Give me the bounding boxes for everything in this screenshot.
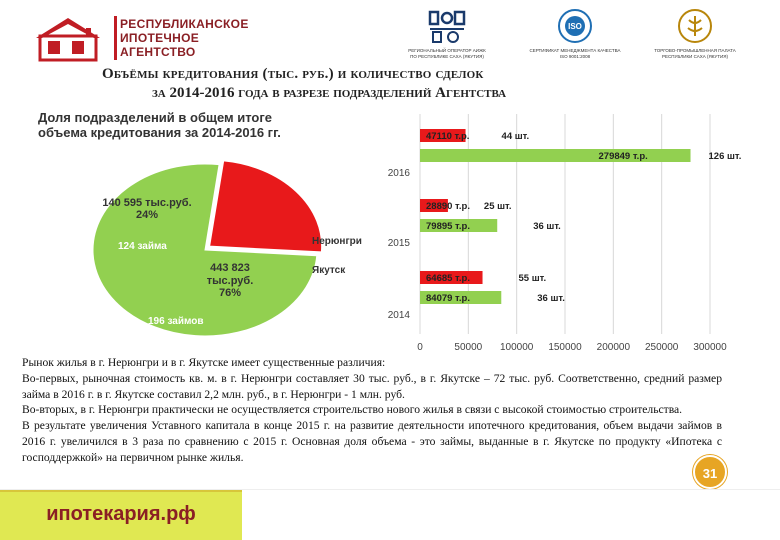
partner-3-text-1: ТОРГОВО-ПРОМЫШЛЕННАЯ ПАЛАТА <box>654 48 736 53</box>
x-tick-label: 250000 <box>644 342 679 353</box>
paragraph-3: Во-вторых, в г. Нерюнгри практически не осуществляется строительство нового жилья в связи с высокой стоимостью строительства. <box>22 403 683 417</box>
logo-line-3: АГЕНТСТВО <box>120 45 196 59</box>
page-number: 31 <box>702 466 718 481</box>
bar-value-label: 279849 т.р. <box>598 151 648 162</box>
house-logo-icon <box>28 14 108 64</box>
footer-site-link[interactable]: ипотекария.рф <box>46 503 196 525</box>
x-tick-label: 200000 <box>596 342 631 353</box>
legend-swatch-yakutsk <box>300 266 308 274</box>
legend-item-neryungri <box>300 236 362 247</box>
paragraph-4: В результате увеличения Уставного капитала в конце 2015 г. на развитие деятельности ипотечного кредитования, объем выдачи займов в 2016 г. увеличился в 3 раза по сравнению с 2015 г. Основная доля объема - это займы, выданные в г. Якутске по продукту «Ипотека с господдержкой» на первичном рынке жилья. <box>22 419 722 464</box>
pie-label-neryungri <box>92 197 202 221</box>
bar-yakutsk-2016 <box>420 149 691 162</box>
partner-dom-rf <box>402 8 492 59</box>
bar-count-label: 126 шт. <box>708 151 742 162</box>
pie-title-text: Доля подразделений в общем итоге объема кредитования за 2014-2016 гг. <box>38 110 281 140</box>
legend-swatch-neryungri <box>300 237 308 245</box>
bar-value-label: 64685 т.р. <box>426 273 470 284</box>
title-line-1: Объёмы кредитования (тыс. руб.) и количество сделок <box>102 66 484 82</box>
partner-1-text-1: РЕГИОНАЛЬНЫЙ ОПЕРАТОР АИЖК <box>408 48 486 53</box>
bar-count-label: 36 шт. <box>537 293 565 304</box>
svg-text:ISO: ISO <box>568 22 582 31</box>
agency-logo <box>28 14 268 64</box>
pie-label-neryungri-value: 140 595 тыс.руб. <box>102 197 192 209</box>
page-title <box>102 66 662 102</box>
chart-legend <box>300 236 362 276</box>
pie-chart-title <box>38 110 318 140</box>
footer-site-box[interactable] <box>0 490 242 540</box>
bar-value-label: 47110 т.р. <box>426 131 470 142</box>
page-number-badge <box>693 455 727 489</box>
legend-label-neryungri: Нерюнгри <box>312 236 362 247</box>
partner-iso <box>520 8 630 59</box>
logo-line-2: ИПОТЕЧНОЕ <box>120 31 200 45</box>
bar-count-label: 36 шт. <box>533 221 561 232</box>
legend-label-yakutsk: Якутск <box>312 265 346 276</box>
iso-certificate-logo-icon <box>557 8 593 44</box>
dom-rf-logo-icon <box>427 8 467 44</box>
x-tick-label: 50000 <box>454 342 483 353</box>
legend-item-yakutsk <box>300 265 362 276</box>
logo-line-1: РЕСПУБЛИКАНСКОЕ <box>120 17 249 31</box>
bar-count-label: 44 шт. <box>501 131 530 142</box>
title-line-2: за 2014-2016 года в разрезе подразделений Агентства <box>152 85 507 101</box>
partner-chamber <box>640 8 750 59</box>
bar-chart <box>380 112 780 354</box>
partner-3-text-2: РЕСПУБЛИКИ САХА (ЯКУТИЯ) <box>661 53 728 59</box>
bar-count-label: 25 шт. <box>483 201 512 212</box>
partner-2-text-1: СЕРТИФИКАТ МЕНЕДЖМЕНТА КАЧЕСТВА <box>529 48 621 53</box>
logo-divider <box>114 16 117 60</box>
bar-value-label: 79895 т.р. <box>426 221 470 232</box>
pie-deals-neryungri-text: 124 займа <box>118 241 167 252</box>
pie-label-neryungri-percent: 24% <box>135 209 159 221</box>
pie-label-yakutsk-percent: 76% <box>218 287 242 299</box>
pie-deals-yakutsk <box>148 316 204 327</box>
y-category-label: 2015 <box>387 238 410 249</box>
bar-count-label: 55 шт. <box>518 273 547 284</box>
pie-label-yakutsk <box>190 262 270 300</box>
chamber-of-commerce-logo-icon <box>677 8 713 44</box>
x-tick-label: 0 <box>417 342 423 353</box>
bar-value-label: 84079 т.р. <box>426 293 470 304</box>
body-text <box>22 355 722 466</box>
y-category-label: 2014 <box>387 310 410 321</box>
x-tick-label: 150000 <box>548 342 582 353</box>
paragraph-1: Рынок жилья в г. Нерюнгри и в г. Якутске имеет существенные различия: <box>22 356 386 369</box>
x-tick-label: 100000 <box>499 342 534 353</box>
partner-1-text-2: ПО РЕСПУБЛИКЕ САХА (ЯКУТИЯ) <box>410 53 484 59</box>
x-tick-label: 300000 <box>693 342 727 353</box>
pie-label-yakutsk-value: 443 823 тыс.руб. <box>206 262 254 287</box>
bar-value-label: 28890 т.р. <box>426 201 470 212</box>
pie-deals-neryungri <box>118 241 167 252</box>
y-category-label: 2016 <box>387 168 410 179</box>
paragraph-2: Во-первых, рыночная стоимость кв. м. в г. Нерюнгри составляет 30 тыс. руб., в г. Якутске – 72 тыс. руб. Соответственно, средний размер займа в 2016 г. в г. Якутске составил 2,2 млн. руб., в г. Нерюнгри - 1 млн. руб. <box>22 371 722 401</box>
logo-text <box>120 17 249 59</box>
partner-2-text-2: ISO 9001:2008 <box>559 53 591 59</box>
pie-deals-yakutsk-text: 196 займов <box>148 316 204 327</box>
